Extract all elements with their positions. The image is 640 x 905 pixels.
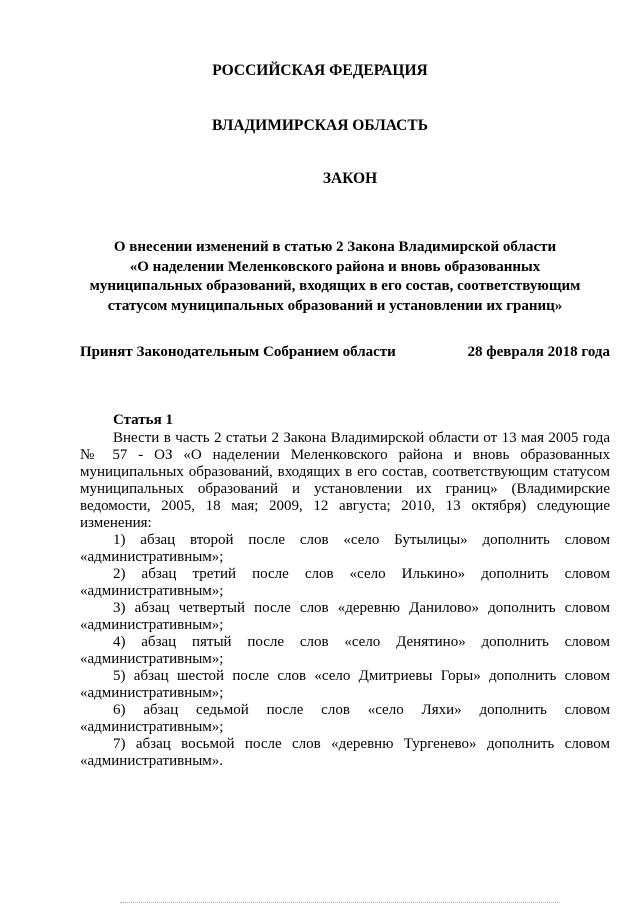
country-heading: РОССИЙСКАЯ ФЕДЕРАЦИЯ — [212, 62, 428, 79]
body-line: 4) абзац пятый после слов «село Денятино» дополнить словом — [113, 634, 610, 650]
body-line: изменения: — [80, 515, 152, 531]
adoption-line — [80, 344, 610, 361]
region-heading: ВЛАДИМИРСКАЯ ОБЛАСТЬ — [212, 117, 428, 134]
subject-line: статусом муниципальных образований и установлении их границ» — [107, 297, 563, 314]
body-line: «административным»; — [80, 685, 224, 701]
body-line: 1) абзац второй после слов «село Бутылицы» дополнить словом — [113, 532, 610, 548]
document-type-heading: ЗАКОН — [322, 170, 378, 187]
body-line: «административным»; — [80, 719, 224, 735]
body-line: «административным»; — [80, 549, 224, 565]
body-line: 6) абзац седьмой после слов «село Ляхи» дополнить словом — [113, 702, 610, 718]
body-line: «административным»; — [80, 617, 224, 633]
body-line: Внести в часть 2 статьи 2 Закона Владимирской области от 13 мая 2005 года — [113, 430, 610, 446]
body-line: ведомости, 2005, 18 мая; 2009, 12 августа; 2010, 13 октября) следующие — [80, 498, 610, 514]
body-line: «административным»; — [80, 583, 224, 599]
body-line: муниципальных образований и установлении их границ» (Владимирские — [80, 481, 610, 497]
body-line: 7) абзац восьмой после слов «деревню Тургенево» дополнить словом — [113, 736, 610, 752]
body-line: 2) абзац третий после слов «село Илькино» дополнить словом — [113, 566, 610, 582]
body-line: муниципальных образований, входящих в его состав, соответствующим статусом — [80, 464, 610, 480]
body-line: № 57 - ОЗ «О наделении Меленковского района и вновь образованных — [80, 447, 610, 463]
subject-line: О внесении изменений в статью 2 Закона Владимирской области — [113, 239, 557, 255]
body-line: 5) абзац шестой после слов «село Дмитриевы Горы» дополнить словом — [113, 668, 610, 684]
adopted-by: Принят Законодательным Собранием области — [80, 344, 396, 360]
subject-line: муниципальных образований, входящих в его состав, соответствующим — [89, 278, 581, 294]
body-line: 3) абзац четвертый после слов «деревню Данилово» дополнить словом — [113, 600, 610, 616]
adoption-date: 28 февраля 2018 года — [467, 344, 610, 360]
body-line: «административным»; — [80, 651, 224, 667]
article-title: Статья 1 — [113, 412, 173, 428]
subject-line: «О наделении Меленковского района и вновь образованных — [129, 258, 541, 275]
body-line: «административным». — [80, 753, 224, 769]
scan-edge-line — [120, 902, 560, 903]
law-subject-title — [85, 238, 585, 316]
article-body — [80, 430, 610, 770]
